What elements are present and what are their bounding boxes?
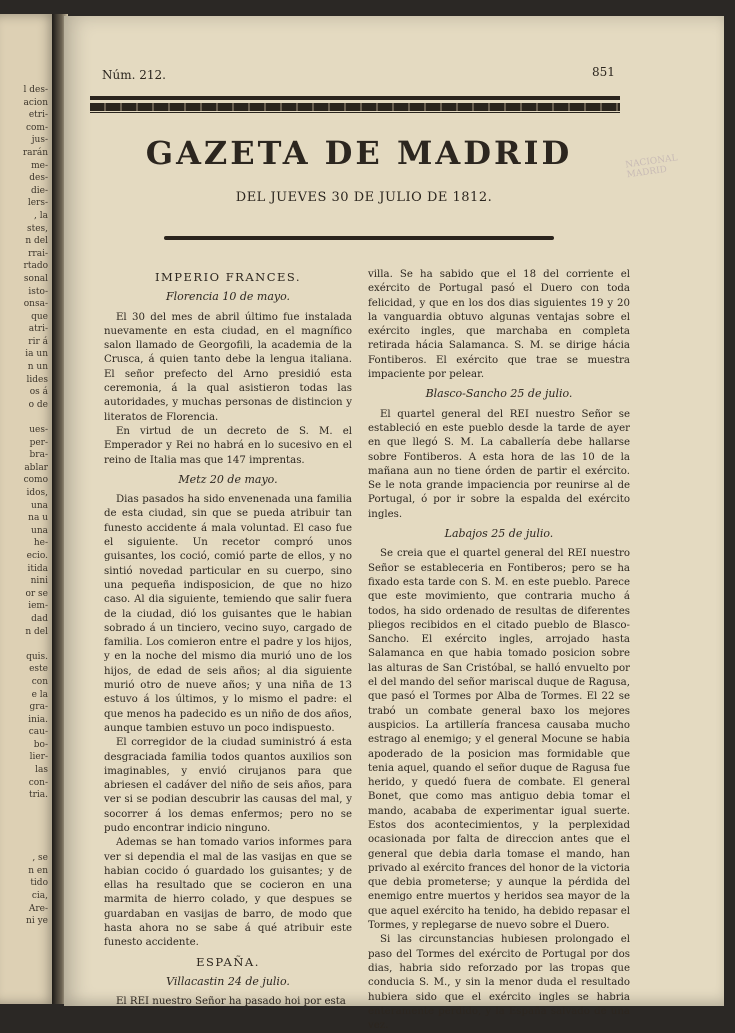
paragraph: El 30 del mes de abril último fue instalada nuevamente en esta ciudad, en el magnífico salon llamado de Georgofili, la academia de la Crusca, á quien tanto debe la lengua italiana. El señor prefecto del Arno presidió esta ceremonia, á la qual asistieron todas las autoridades, y muchas personas de distincion y literatos de Florencia. <box>104 311 352 423</box>
article-dateline: Villacastin 24 de julio. <box>166 974 290 988</box>
section-heading: IMPERIO FRANCES. <box>154 270 302 284</box>
issue-number: Núm. 212. <box>102 68 166 82</box>
article-dateline: Florencia 10 de mayo. <box>165 290 291 304</box>
section-heading: ESPAÑA. <box>196 954 260 969</box>
paragraph: Si las circunstancias hubiesen prolongado el paso del Tormes del exército de Portugal por dos dias, habria sido reforzado por las tropas que conducia S. M., y sin la menor duda el resultado hubiera sido que el exército ingles se habria enteramente perdido, y la España salvado de una vez. <box>368 934 630 1032</box>
decorative-border <box>90 103 620 111</box>
paragraph: villa. Se ha sabido que el 18 del corriente el exército de Portugal pasó el Duero con toda felicidad, y que en los dos dias siguientes 19 y 20 la vanguardia obtuvo algunas ventajas sobre el exército ingles, que marchaba en completa retirada hácia Salamanca. S. M. se dirige hácia Fontiberos. El exército que trae se muestra impaciente por pelear. <box>368 269 630 381</box>
paragraph: El corregidor de la ciudad suministró á esta desgraciada familia todos quantos auxilios son imaginables, y envió cirujanos para que abriesen el cadáver del niño de seis años, para ver si se podian descubrir las causas del mal, y socorrer á los demas enfermos; pero no se pudo encontrar indicio ninguno. <box>104 737 352 834</box>
right-column <box>368 268 630 1033</box>
paragraph: En virtud de un decreto de S. M. el Emperador y Rei no habrá en lo sucesivo en el reino de Italia mas que 147 imprentas. <box>104 425 352 466</box>
previous-page <box>0 14 58 1004</box>
article-dateline: Labajos 25 de julio. <box>444 527 554 541</box>
paragraph: Ademas se han tomado varios informes para ver si dependia el mal de las vasijas en que se habian cocido ó guardado los guisantes; y de ellas ha resultado que se cocieron en una marmita de hierro colado, y que despues se guardaban en vasijas de barro, de modo que hasta ahora no se sabe á qué atribuir este funesto accidente. <box>104 837 352 949</box>
library-stamp: NACIONAL MADRID <box>624 153 679 181</box>
masthead-title: GAZETA DE MADRID <box>145 134 573 172</box>
article-dateline: Metz 20 de mayo. <box>178 472 278 486</box>
issue-dateline: DEL JUEVES 30 DE JULIO DE 1812. <box>235 190 493 205</box>
left-column <box>104 266 352 1010</box>
paragraph: Se creia que el quartel general del REI nuestro Señor se estableceria en Fontiberos; pero se ha fixado esta tarde con S. M. en este pueblo. Parece que este movimiento, que contraria mucho á todos, ha sido ordenado de resultas de diferentes pliegos recibidos en el citado pueblo de Blasco-Sancho. El exército ingles, arrojado hasta Salamanca en que habia tomado posicion sobre las alturas de San Cristóbal, se halló envuelto por el del mando del señor mariscal duque de Ragusa, que pasó el Tormes por Alba de Tormes. El 22 se trabó un combate general baxo los mejores auspicios. La artillería francesa causaba mucho estrago al enemigo; y el general Mocune se habia apoderado de la posicion mas formidable que tenia aquel, quando el señor duque de Ragusa fue herido, y quedó fuera de combate. El general Bonet, que como mas antiguo debia tomar el mando, acababa de experimentar igual suerte. Estos dos acontecimientos, y la perplexidad ocasionada por falta de direccion antes que el general que debia darla tomase el mando, han privado al exército frances del honor de la victoria que debia prometerse; y aunque la pérdida del enemigo entre muertos y heridos sea mayor de la que aquel exército ha tenido, ha debido repasar el Tormes, y replegarse de nuevo sobre el Duero. <box>368 548 630 932</box>
article-dateline: Blasco-Sancho 25 de julio. <box>425 387 573 401</box>
newspaper-page <box>64 16 724 1032</box>
paragraph: Dias pasados ha sido envenenada una familia de esta ciudad, sin que se pueda atribuir tan funesto accidente á mala voluntad. El caso fue el siguiente. Un recetor compró unos guisantes, los coció, comió parte de ellos, y no sintió novedad particular en su cuerpo, sino una pequeña indisposicion, de que no hizo caso. Al dia siguiente, temiendo que salir fuera de la ciudad, dió los guisantes que le habian sobrado á un tinciero, vecino suyo, cargado de familia. Los comieron entre el padre y los hijos, y en la noche del mismo dia murió uno de los hijos, de edad de seis años; al dia siguiente murió otro de nueve años; y una niña de 13 estuvo á los últimos, y lo mismo el padre: el que menos ha padecido es un niño de dos años, aunque tambien estuvo un poco indispuesto. <box>104 494 352 734</box>
header-divider <box>164 236 554 240</box>
paragraph: El quartel general del REI nuestro Señor se estableció en este pueblo desde la tarde de ayer en que llegó S. M. La caballería debe hallarse sobre Fontiberos. A esta hora de las 10 de la mañana aun no tiene órden de partir el exército. Se le nota grande impaciencia por reunirse al de Portugal, ó por ir sobre la espalda del exército ingles. <box>368 408 630 520</box>
page-number: 851 <box>592 65 615 79</box>
top-rule-thin <box>90 112 620 113</box>
top-rule <box>90 96 620 100</box>
previous-page-text: l des- acion etri- com- jus- rarán me- des- die- lers- , la stes, n del rrai- rtado sonal isto- onsa- que atri- rir á ia un n un lides os á o de ues- per- bra- ablar como idos, una na u una he- ecio. itida nini or se iem- dad n del quis. este con e la gra- inia. cau- bo- lier- las con- tria. , se n en tido cia, Are- ni ye <box>22 85 48 927</box>
paragraph: El REI nuestro Señor ha pasado hoi por esta <box>116 996 346 1008</box>
